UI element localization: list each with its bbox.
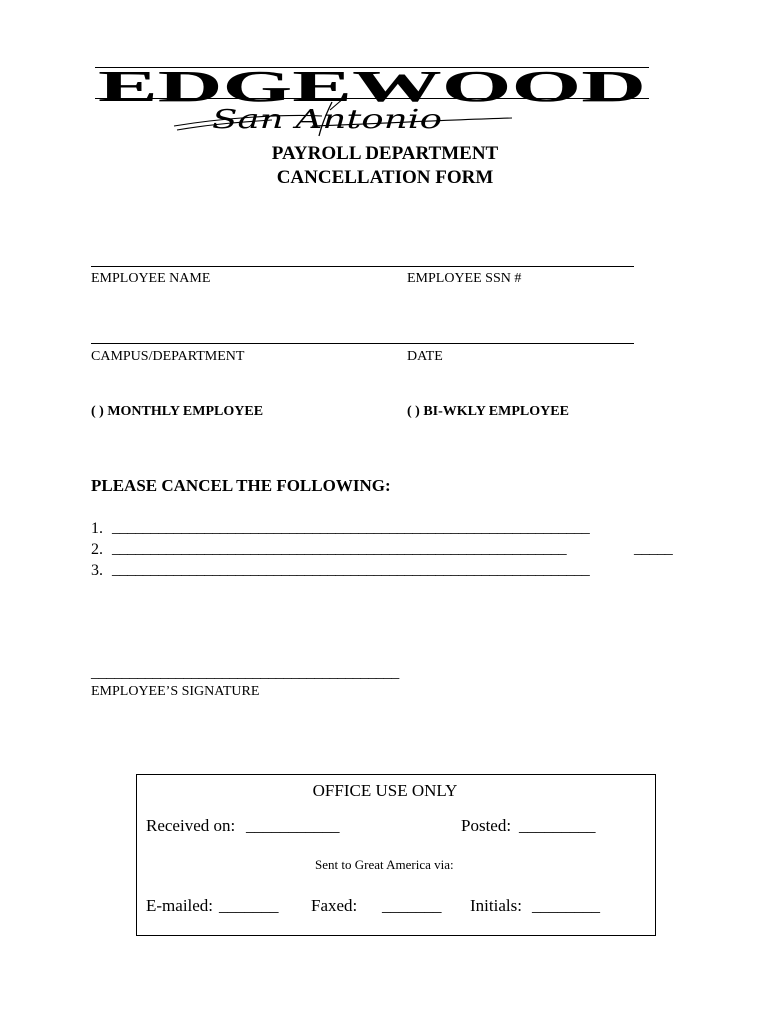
date-label: DATE — [407, 349, 443, 364]
logo-signature — [172, 96, 517, 140]
initials-label: Initials: — [470, 896, 522, 915]
office-use-title: OFFICE USE ONLY — [312, 781, 458, 800]
cancel-item-blank-1[interactable]: ______________________________________________________________ — [112, 519, 590, 536]
posted-blank[interactable]: _________ — [519, 816, 596, 835]
campus-department-label: CAMPUS/DEPARTMENT — [91, 349, 245, 364]
cancel-heading: PLEASE CANCEL THE FOLLOWING: — [91, 476, 391, 495]
form-title-line1: PAYROLL DEPARTMENT — [271, 143, 499, 164]
logo-wordmark-text: EDGEWOOD — [98, 62, 646, 106]
emailed-blank[interactable]: _______ — [219, 896, 279, 915]
employee-name-label: EMPLOYEE NAME — [91, 271, 211, 286]
cancel-item-blank-3[interactable]: ______________________________________________________________ — [112, 561, 590, 578]
faxed-blank[interactable]: _______ — [382, 896, 442, 915]
form-title-line2: CANCELLATION FORM — [276, 167, 494, 188]
faxed-label: Faxed: — [311, 896, 358, 915]
initials-blank[interactable]: ________ — [532, 896, 600, 915]
cancel-item-number-3: 3. — [91, 562, 103, 579]
logo-signature-text: San Antonio — [212, 105, 442, 135]
sent-to-label: Sent to Great America via: — [315, 857, 454, 872]
received-on-label: Received on: — [146, 816, 236, 835]
employee-ssn-label: EMPLOYEE SSN # — [407, 271, 522, 286]
cancel-item-number-1: 1. — [91, 520, 103, 537]
employee-name-ssn-line[interactable] — [91, 266, 634, 267]
signature-line[interactable]: ________________________________________ — [91, 664, 400, 681]
emailed-label: E-mailed: — [146, 896, 214, 915]
cancel-item-number-2: 2. — [91, 541, 103, 558]
campus-date-line[interactable] — [91, 343, 634, 344]
monthly-employee-checkbox[interactable]: ( ) MONTHLY EMPLOYEE — [91, 404, 264, 419]
cancel-item-blank-2b[interactable]: _____ — [634, 540, 673, 557]
biweekly-employee-checkbox[interactable]: ( ) BI-WKLY EMPLOYEE — [407, 404, 569, 419]
signature-label: EMPLOYEE’S SIGNATURE — [91, 684, 260, 699]
cancel-item-blank-2[interactable]: ___________________________________________________________ — [112, 540, 567, 557]
received-on-blank[interactable]: ___________ — [246, 816, 340, 835]
posted-label: Posted: — [461, 816, 512, 835]
